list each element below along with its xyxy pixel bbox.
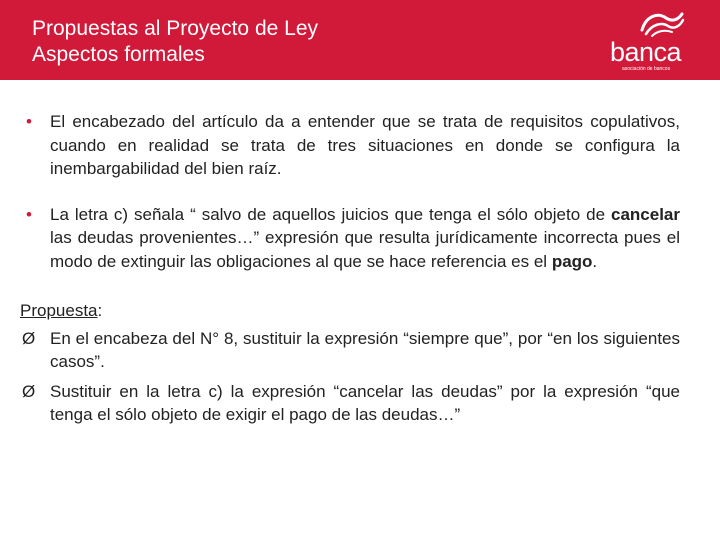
bullet-item-1 <box>20 110 680 181</box>
arrow-bullet-icon: Ø <box>22 381 36 401</box>
proposal-item-2 <box>20 380 680 427</box>
proposal-item-1 <box>20 327 680 374</box>
bullet-2-text-before: La letra c) señala “ salvo de aquellos juicios que tenga el sólo objeto de <box>50 204 611 224</box>
bullet-2-text-after: . <box>592 251 598 271</box>
bullet-2-bold-pago: pago <box>551 251 593 271</box>
bullet-icon: • <box>26 112 32 131</box>
bullet-2-bold-cancelar: cancelar <box>611 204 680 224</box>
logo-subtitle: asociación de bancos <box>622 66 671 72</box>
arrow-bullet-icon: Ø <box>22 328 36 348</box>
title-line-1: Propuestas al Proyecto de Ley <box>32 17 319 40</box>
banca-logo <box>608 8 698 72</box>
bullet-2-text-middle: las deudas provenientes…” expresión que resulta jurídicamente incorrecta pues el modo de extinguir las obligaciones al que se hace referencia es el <box>50 228 680 271</box>
logo-swirl-icon <box>636 8 686 38</box>
proposal-item-1-text: En el encabeza del N° 8, sustituir la expresión “siempre que”, por “en los siguientes casos”. <box>50 328 680 371</box>
title-line-2: Aspectos formales <box>32 43 205 66</box>
slide-title <box>32 16 318 68</box>
logo-wordmark: banca <box>610 37 682 67</box>
slide-content <box>20 110 680 433</box>
proposal-label: Propuesta <box>20 301 98 320</box>
proposal-item-2-text: Sustituir en la letra c) la expresión “cancelar las deudas” por la expresión “que tenga el sólo objeto de exigir el pago de las deudas…” <box>50 381 680 424</box>
bullet-text-1: El encabezado del artículo da a entender que se trata de requisitos copulativos, cuando en realidad se trata de tres situaciones en donde se configura la inembargabilidad del bien raíz. <box>50 112 680 178</box>
proposal-colon: : <box>97 301 103 320</box>
proposal-heading <box>20 299 680 323</box>
bullet-icon: • <box>26 204 32 224</box>
bullet-item-2 <box>20 203 680 274</box>
header-bar <box>0 0 720 80</box>
